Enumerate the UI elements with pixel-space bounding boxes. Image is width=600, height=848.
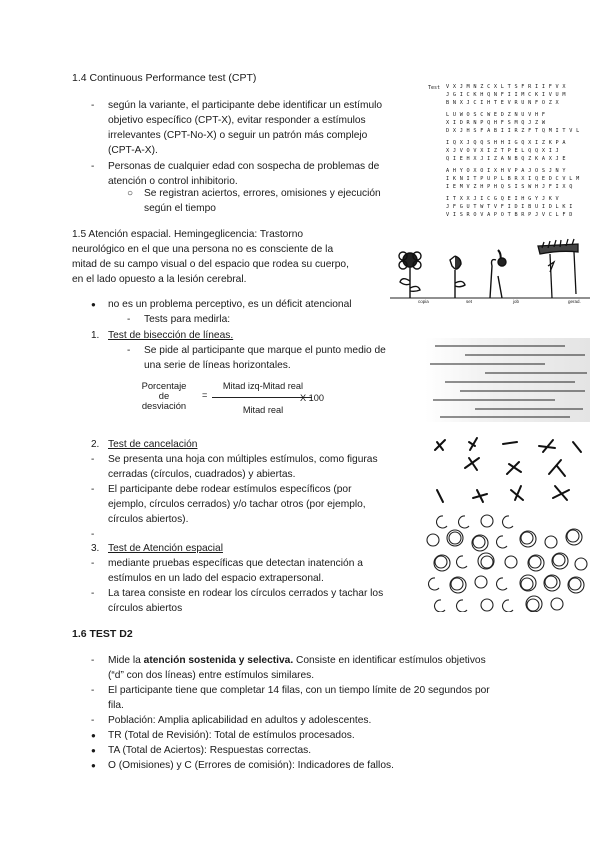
text-line: Personas de cualquier edad con sospecha de problemas de [108, 161, 380, 172]
text-line: círculos abiertos). [108, 514, 189, 525]
dash-marker: - [91, 685, 95, 696]
circle-cancellation-figure [425, 512, 590, 612]
bullet-marker: ● [91, 746, 96, 755]
text-line: La tarea consiste en rodear los círculos cerrados y tachar los [108, 588, 384, 599]
cpt-letter-grid-figure [428, 84, 590, 218]
formula-fraction-bar [212, 397, 312, 398]
dash-marker: - [91, 588, 95, 599]
d2-ta-item: TA (Total de Aciertos): Respuestas correctas. [108, 745, 312, 756]
formula-denominator: Mitad real [242, 405, 284, 415]
spatial-item-1 [108, 556, 413, 586]
text-line: neurológico en el que una persona no es consciente de la [72, 244, 334, 255]
neglect-caption: copia [418, 299, 429, 304]
text-line: Se presenta una hoja con múltiples estímulos, como figuras [108, 454, 378, 465]
section-1-4-title: 1.4 Continuous Performance test (CPT) [72, 72, 257, 84]
text-line: atención o control inhibitorio. [108, 176, 238, 187]
bullet-marker: ● [91, 731, 96, 740]
line-bisection-figure [425, 338, 590, 422]
cancellation-lines-figure [425, 436, 590, 508]
cpt-records-subitem [144, 186, 414, 216]
bold-text-run: atención sostenida y selectiva. [143, 655, 294, 666]
cpt-letter-row: J G I C K H Q N F I I M C K I V U M [446, 92, 566, 98]
text-line: El participante debe rodear estímulos específicos (por [108, 484, 352, 495]
spatial-item-2 [108, 586, 418, 616]
d2-rows-item [108, 683, 548, 713]
text-line: una serie de líneas horizontales. [144, 360, 291, 371]
dash-marker: - [91, 100, 95, 111]
cpt-letter-row: X I D R N P Q H F S M Q J Z W [446, 120, 546, 126]
bullet-marker: ● [91, 300, 96, 309]
text-line [108, 653, 548, 668]
section-1-6-title: 1.6 TEST D2 [72, 628, 133, 640]
text-line: mediante pruebas específicas que detectan inatención a [108, 558, 363, 569]
neglect-caption: gerad. [568, 299, 581, 304]
cpt-letter-row: I E M V Z H P H Q S I S W H J F I X Q [446, 184, 573, 190]
section-1-5-intro [72, 227, 392, 287]
cancellation-item-1 [108, 452, 413, 482]
text-line: ejemplo, círculos cerrados) y/o tachar otros (por ejemplo, [108, 499, 366, 510]
text-line: en el lado opuesto a la lesión cerebral. [72, 274, 247, 285]
cpt-letter-row: I K N I T P U P L B R X I Q E D C V L M [446, 176, 580, 182]
deviation-formula [128, 380, 348, 420]
text-line: según el tiempo [144, 203, 216, 214]
dash-marker: - [127, 314, 131, 325]
test-2-title: Test de cancelación [108, 439, 198, 450]
formula-equals: = [202, 390, 208, 400]
cpt-letter-row: V X J M N Z C X L T S F R I I F V X [446, 84, 566, 90]
cpt-letter-row: Q I E H X J I Z A N B Q Z K A X J E [446, 156, 566, 162]
text-line: objetivo específico (CPT-X), evitar responder a estímulos [108, 115, 366, 126]
text-line: cerradas (círculos, cuadrados) y abiertas. [108, 469, 296, 480]
neglect-drawings-figure [390, 236, 590, 308]
dash-marker: - [127, 345, 131, 356]
dash-marker: - [91, 454, 95, 465]
formula-numerator: Mitad izq-Mitad real [222, 381, 304, 391]
bullet-marker: ● [91, 761, 96, 770]
dash-marker: - [91, 715, 95, 726]
text-line: fila. [108, 700, 124, 711]
tests-to-measure-item: Tests para medirla: [144, 314, 231, 325]
text-run: Mide la [108, 655, 144, 666]
d2-population-item: Población: Amplia aplicabilidad en adultos y adolescentes. [108, 715, 372, 726]
test-1-title: Test de bisección de líneas. [108, 330, 234, 341]
attentional-deficit-item: no es un problema perceptivo, es un déficit atencional [108, 299, 352, 310]
circle-marker: ○ [127, 188, 134, 199]
cpt-letter-row: X J V O V X I Z T P E L Q Q X I J [446, 148, 559, 154]
d2-tr-item: TR (Total de Revisión): Total de estímulos procesados. [108, 730, 355, 741]
cpt-letter-row: D X J H S F A B I I R Z F T Q M I T V L [446, 128, 580, 134]
cancellation-item-2 [108, 482, 413, 527]
cpt-letter-row: B N X J C I H T E V R U N F O Z X [446, 100, 559, 106]
text-line: (“d” con dos líneas) entre estímulos similares. [108, 670, 315, 681]
formula-factor: X 100 [300, 393, 325, 403]
text-line: estímulos en un lado del espacio extrapersonal. [108, 573, 324, 584]
dash-marker: - [91, 558, 95, 569]
neglect-caption: job [513, 299, 520, 304]
list-number: 2. [91, 439, 100, 450]
cpt-letter-row: L U W O S C W E D Z N U V H F [446, 112, 546, 118]
section-1-5-title: 1.5 Atención espacial. Hemingeglicencia: Trastorno [72, 229, 304, 240]
cpt-variant-item [108, 98, 408, 158]
cpt-letter-row: V I S R O V A P O T B R P J V C L F D [446, 212, 573, 218]
text-run: Consiste en identificar estímulos objetivos [293, 655, 486, 666]
d2-errors-item: O (Omisiones) y C (Errores de comisión): Indicadores de fallos. [108, 760, 394, 771]
text-line: irrelevantes (CPT-No-X) o seguir un patrón más complejo [108, 130, 368, 141]
text-line: El participante tiene que completar 14 filas, con un tiempo límite de 20 segundos por [108, 685, 490, 696]
cpt-letter-row: A H Y O X O I X H V P A J O S J N Y [446, 168, 566, 174]
bisection-description [144, 343, 414, 373]
dash-marker: - [91, 655, 95, 666]
cpt-population-item [108, 159, 418, 189]
text-line: según la variante, el participante debe identificar un estímulo [108, 100, 383, 111]
neglect-caption: set [466, 299, 473, 304]
dash-marker: - [91, 161, 95, 172]
text-line: Se registran aciertos, errores, omisiones y ejecución [144, 188, 381, 199]
dash-marker: - [91, 484, 95, 495]
text-line: círculos abiertos [108, 603, 183, 614]
text-line: Se pide al participante que marque el punto medio de [144, 345, 386, 356]
cpt-test-label: Test [428, 85, 441, 91]
formula-left-line: Porcentaje [141, 380, 187, 391]
formula-left-line: de [158, 390, 170, 401]
text-line: (CPT-A-X). [108, 145, 158, 156]
text-line: mitad de su campo visual o del espacio que rodea su cuerpo, [72, 259, 349, 270]
list-number: 1. [91, 330, 100, 341]
cpt-letter-row: J F G U T W T V F I D I B U I D L K I [446, 204, 573, 210]
list-number: 3. [91, 543, 100, 554]
test-3-title: Test de Atención espacial [108, 543, 223, 554]
dash-marker: - [91, 529, 95, 540]
formula-left-line: desviación [141, 400, 187, 411]
d2-description-item [108, 653, 548, 683]
cpt-letter-row: I T X X J I C G Q E I H G Y J K V [446, 196, 559, 202]
cpt-letter-row: I Q X J Q Q S H H I G Q X I Z K P A [446, 140, 566, 146]
